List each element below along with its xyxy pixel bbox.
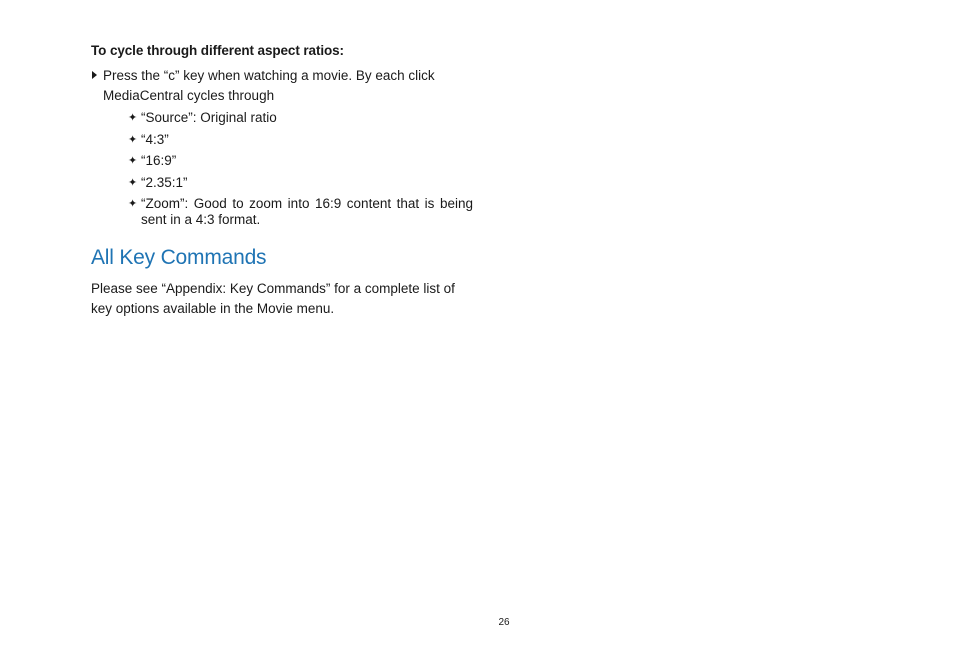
option-text: “2.35:1”: [141, 174, 188, 190]
page-number: 26: [498, 617, 510, 628]
four-point-star-icon: ✦: [128, 155, 138, 167]
four-point-star-icon: ✦: [128, 112, 138, 124]
step-text: Press the “c” key when watching a movie. By each click MediaCentral cycles through: [103, 68, 435, 103]
aspect-ratio-options-list: [128, 110, 473, 234]
option-text: “Source”: Original ratio: [141, 110, 277, 125]
key-commands-paragraph: Please see “Appendix: Key Commands” for a complete list of key options available in the Movie menu.: [91, 281, 455, 316]
option-text: “4:3”: [141, 131, 169, 147]
four-point-star-icon: ✦: [128, 198, 138, 210]
option-item: [128, 196, 473, 228]
option-text: “Zoom”: Good to zoom into 16:9 content that is being sent in a 4:3 format.: [141, 196, 473, 227]
four-point-star-icon: ✦: [128, 176, 138, 189]
option-item: [128, 110, 473, 126]
section-title: All Key Commands: [91, 246, 267, 269]
triangle-right-icon: [92, 71, 97, 79]
option-item: [128, 132, 473, 148]
option-text: “16:9”: [141, 153, 177, 168]
aspect-ratio-subheading: To cycle through different aspect ratios:: [91, 43, 344, 58]
option-item: [128, 175, 473, 191]
option-item: [128, 153, 473, 169]
step-item: [91, 66, 491, 106]
four-point-star-icon: ✦: [128, 133, 138, 146]
